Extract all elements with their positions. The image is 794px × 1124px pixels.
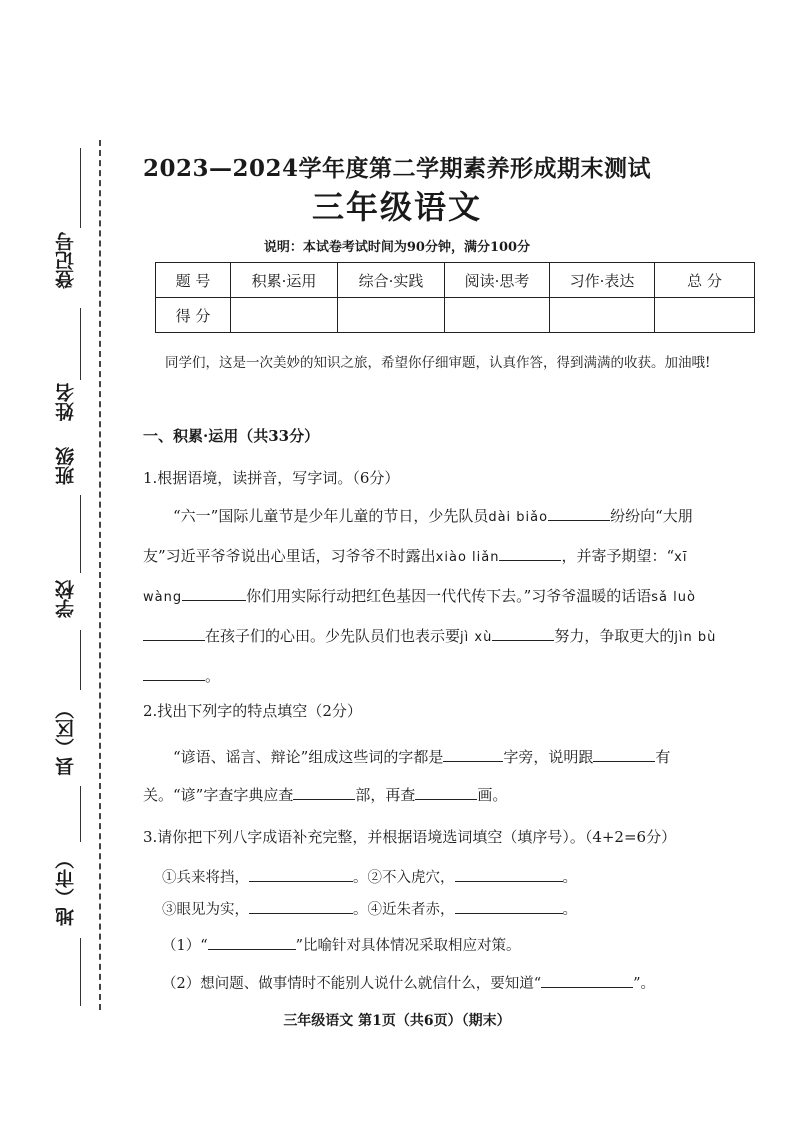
header-cell: 阅读·思考	[445, 263, 550, 298]
class-label: 班级	[55, 447, 77, 485]
q1-text: 在孩子们的心田。少先队员们也表示要	[205, 627, 461, 645]
score-cell[interactable]	[445, 298, 550, 333]
answer-blank[interactable]	[541, 973, 633, 988]
answer-blank[interactable]	[455, 899, 563, 914]
q1-text: ，并寄予期望：“	[561, 547, 675, 565]
county-label: 县（区）	[55, 700, 77, 776]
pinyin: sǎ luò	[651, 590, 696, 605]
idiom-row-1	[162, 866, 577, 887]
city-label: 地（市）	[55, 850, 77, 926]
answer-blank[interactable]	[593, 747, 655, 762]
answer-blank[interactable]	[249, 899, 353, 914]
q2-title: 2.找出下列字的特点填空（2分）	[143, 702, 362, 720]
q3-item-1	[162, 934, 521, 955]
pinyin: dài biǎo	[488, 510, 549, 525]
header-cell: 习作·表达	[550, 263, 655, 298]
idiom-row-2	[162, 898, 577, 919]
pinyin: jìn bù	[674, 630, 717, 645]
q3-title: 3.请你把下列八字成语补充完整，并根据语境选词填空（填序号）。（4+2=6分）	[143, 828, 677, 846]
idiom-4: ④近朱者赤，	[367, 902, 455, 918]
answer-blank[interactable]	[182, 586, 246, 601]
q3-item-text: ”。	[633, 976, 656, 992]
answer-blank[interactable]	[208, 935, 296, 950]
score-cell[interactable]	[338, 298, 445, 333]
score-cell[interactable]	[231, 298, 338, 333]
score-cell[interactable]	[550, 298, 655, 333]
header-cell: 积累·运用	[231, 263, 338, 298]
pinyin: jì xù	[460, 630, 493, 645]
score-cell[interactable]	[655, 298, 755, 333]
answer-blank[interactable]	[499, 546, 561, 561]
q2-text: 有关。“谚”字查字典应查	[143, 748, 671, 804]
pinyin: xiào liǎn	[435, 550, 500, 565]
header-cell: 总 分	[655, 263, 755, 298]
idiom-1: ①兵来将挡，	[162, 870, 249, 886]
score-table	[155, 262, 755, 333]
name-line	[80, 308, 81, 380]
pinyin: xī wàng	[143, 550, 688, 605]
section1-title: 一、积累·运用（共33分）	[143, 427, 320, 445]
binding-dashed-line	[99, 140, 101, 1010]
page-footer: 三年级语文 第1页（共6页）（期末）	[283, 1013, 511, 1029]
q1-title: 1.根据语境，读拼音，写字词。（6分）	[143, 469, 400, 487]
exam-note: 说明：本试卷考试时间为90分钟，满分100分	[263, 240, 531, 255]
idiom-2: ②不入虎穴，	[367, 870, 455, 886]
answer-blank[interactable]	[548, 506, 610, 521]
q3-item-text: ”比喻针对具体情况采取相应对策。	[295, 938, 521, 954]
exam-subtitle: 三年级语文	[311, 188, 482, 226]
answer-blank[interactable]	[143, 666, 205, 681]
class-line	[80, 495, 81, 573]
q1-text: 努力，争取更大的	[554, 627, 675, 645]
answer-blank[interactable]	[143, 626, 205, 641]
exam-title: 2023—2024学年度第二学期素养形成期末测试	[142, 155, 652, 182]
period: 。	[353, 902, 368, 918]
score-table-score-row	[156, 298, 755, 333]
q1-text: “六一”国际儿童节是少年儿童的节日，少先队员	[173, 507, 489, 525]
q3-item-text: （1）“	[162, 938, 208, 954]
q2-text: 字旁，说明跟	[503, 748, 594, 766]
score-table-header-row	[156, 263, 755, 298]
registration-no-label: 登记号	[55, 232, 77, 289]
q2-text: “谚语、谣言、辩论”组成这些词的字都是	[173, 748, 444, 766]
q3-item-2	[162, 972, 655, 993]
city-line	[80, 938, 81, 1006]
q1-text: 纷纷向“大朋友”习近平爷爷说出心里话，习爷爷不时露出	[143, 507, 693, 565]
q1-text: 你们用实际行动把红色基因一代代传下去。”习爷爷温暖的话语	[246, 587, 652, 605]
header-cell: 综合·实践	[338, 263, 445, 298]
answer-blank[interactable]	[455, 867, 563, 882]
answer-blank[interactable]	[492, 626, 554, 641]
q1-body	[143, 497, 718, 695]
period: 。	[562, 870, 577, 886]
school-label: 学校	[55, 580, 77, 618]
answer-blank[interactable]	[249, 867, 353, 882]
q1-text: 。	[205, 667, 221, 685]
school-line	[80, 630, 81, 690]
period: 。	[562, 902, 577, 918]
answer-blank[interactable]	[293, 785, 355, 800]
row-label-cell: 得 分	[156, 298, 231, 333]
county-line	[80, 786, 81, 842]
q2-body	[143, 738, 718, 814]
q2-text: 画。	[477, 786, 508, 804]
q2-text: 部，再查	[355, 786, 416, 804]
period: 。	[353, 870, 368, 886]
q3-item-text: （2）想问题、做事情时不能别人说什么就信什么，要知道“	[162, 976, 542, 992]
name-label: 姓名	[55, 383, 77, 421]
answer-blank[interactable]	[443, 747, 503, 762]
answer-blank[interactable]	[415, 785, 477, 800]
greeting-paragraph: 同学们，这是一次美妙的知识之旅，希望你仔细审题，认真作答，得到满满的收获。加油哦!	[165, 355, 711, 371]
idiom-3: ③眼见为实，	[162, 902, 249, 918]
header-cell: 题 号	[156, 263, 231, 298]
